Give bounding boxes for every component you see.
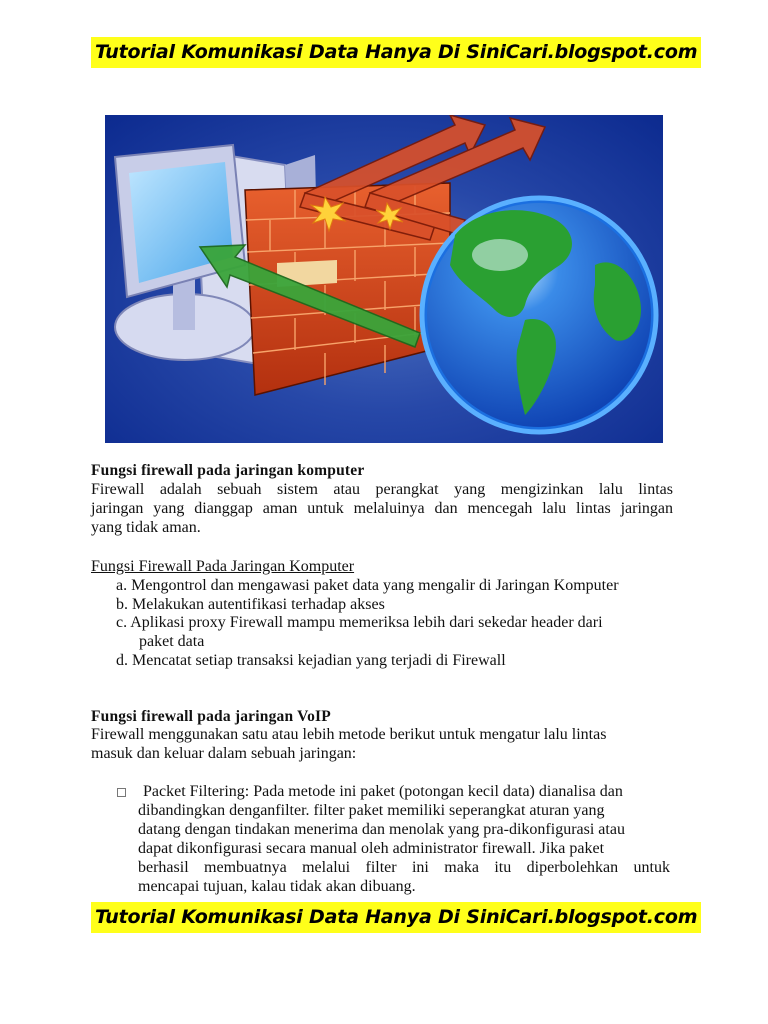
list-item-c: [116, 613, 603, 632]
bullet-line: dibandingkan denganfilter. filter paket memiliki seperangkat aturan yang: [138, 802, 605, 819]
paragraph-line: yang tidak aman.: [91, 519, 201, 536]
list-item-text: Melakukan autentifikasi terhadap akses: [132, 596, 385, 613]
bullet-line: mencapai tujuan, kalau tidak akan dibuang.: [138, 878, 416, 895]
paragraph-voip-intro: [91, 725, 673, 763]
list-item-d: [116, 651, 506, 670]
paragraph-line: Firewall adalah sebuah sistem atau perangkat yang mengizinkan lalu lintas: [91, 481, 673, 498]
paragraph-line: masuk dan keluar dalam sebuah jaringan:: [91, 745, 357, 762]
globe-internet-icon: [422, 198, 656, 432]
bullet-line: dapat dikonfigurasi secara manual oleh administrator firewall. Jika paket: [138, 840, 605, 857]
list-item-b: [116, 595, 385, 614]
section-heading-firewall-komputer: Fungsi firewall pada jaringan komputer: [91, 462, 365, 479]
section-heading-firewall-voip: Fungsi firewall pada jaringan VoIP: [91, 708, 331, 725]
list-item-a: [116, 576, 619, 595]
paragraph-line: Firewall menggunakan satu atau lebih metode berikut untuk mengatur lalu lintas: [91, 726, 607, 743]
checkbox-square-icon: [117, 788, 126, 797]
bullet-packet-filtering: [138, 782, 670, 896]
bullet-line: berhasil membuatnya melalui filter ini maka itu diperbolehkan untuk: [138, 859, 670, 876]
list-marker: c.: [116, 614, 128, 631]
bullet-line: Packet Filtering: Pada metode ini paket (potongan kecil data) dianalisa dan: [143, 783, 623, 800]
list-marker: d.: [116, 652, 128, 669]
list-item-text: Aplikasi proxy Firewall mampu memeriksa lebih dari sekedar header dari: [130, 614, 603, 631]
list-marker: a.: [116, 577, 128, 594]
list-marker: b.: [116, 596, 128, 613]
section-heading-fungsi-firewall: Fungsi Firewall Pada Jaringan Komputer: [91, 558, 355, 575]
list-item-c-continuation: paket data: [139, 633, 205, 650]
list-item-text: Mengontrol dan mengawasi paket data yang mengalir di Jaringan Komputer: [131, 577, 619, 594]
firewall-illustration: [105, 115, 663, 443]
list-item-text: Mencatat setiap transaksi kejadian yang terjadi di Firewall: [132, 652, 506, 669]
bullet-line: datang dengan tindakan menerima dan menolak yang pra-dikonfigurasi atau: [138, 821, 625, 838]
header-banner: Tutorial Komunikasi Data Hanya Di SiniCari.blogspot.com: [91, 37, 701, 68]
footer-banner: Tutorial Komunikasi Data Hanya Di SiniCari.blogspot.com: [91, 902, 701, 933]
paragraph-line: jaringan yang dianggap aman untuk melaluinya dan mencegah lalu lintas jaringan: [91, 500, 673, 517]
paragraph-firewall-definition: [91, 480, 673, 537]
